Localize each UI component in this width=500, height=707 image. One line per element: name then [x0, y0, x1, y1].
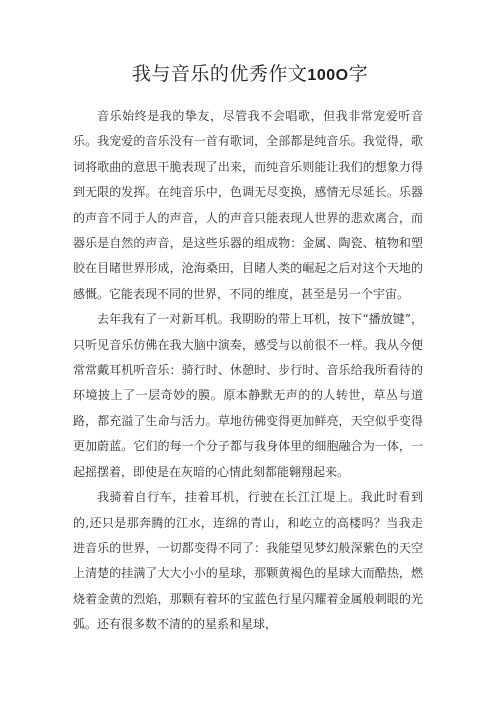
title-number: 100O [307, 67, 349, 84]
document-title [0, 60, 500, 90]
paragraph-1: 音乐始终是我的挚友，尽管我不会唱歌，但我非常宠爱听音乐。我宠爱的音乐没有一首有歌词，全部都是纯音乐。我觉得，歌词将歌曲的意思干脆表现了出来，而纯音乐则能让我们的想象力得到无限的发挥。在纯音乐中，色调无尽变换，感情无尽延长。乐器的声音不同于人的声音，人的声音只能表现人世界的悲欢离合，而器乐是自然的声音，是这些乐器的组成物：金属、陶瓷、植物和塑胶在目睹世界形成，沧海桑田，目睹人类的崛起之后对这个天地的感慨。它能表现不同的世界，不同的维度，甚至是另一个宇宙。 [73, 109, 423, 301]
paragraph-2: 去年我有了一对新耳机。我期盼的带上耳机，按下“播放键”，只听见音乐仿佛在我大脑中演奏，感受与以前很不一样。我从今便常常戴耳机听音乐：骑行时、休憩时、步行时、音乐给我所看待的环境披上了一层奇妙的膜。原本静默无声的的人转世，草丛与道路，都充溢了生命与活力。草地彷佛变得更加鲜亮，天空似乎变得更加蔚蓝。它们的每一个分子都与我身体里的细胞融合为一体，一起摇摆着，即使是在灰暗的心情此刻都能翱翔起来。 [73, 312, 423, 479]
document-body [73, 104, 423, 638]
paragraph-3: 我骑着自行车，挂着耳机，行驶在长江江堤上。我此时看到的,还只是那奔腾的江水，连绵的青山，和屹立的高楼吗？当我走进音乐的世界，一切都变得不同了：我能望见梦幻般深紫色的天空上清楚的挂满了大大小小的星球，那颗黄褐色的星球大而酷热，燃烧着金黄的烈焰，那颗有着环的宝蓝色行星闪耀着金属般刺眼的光弧。还有很多数不清的的星系和星球， [73, 490, 423, 632]
title-main-text: 我与音乐的优秀作文 [131, 63, 308, 85]
title-suffix-text: 字 [348, 63, 369, 85]
